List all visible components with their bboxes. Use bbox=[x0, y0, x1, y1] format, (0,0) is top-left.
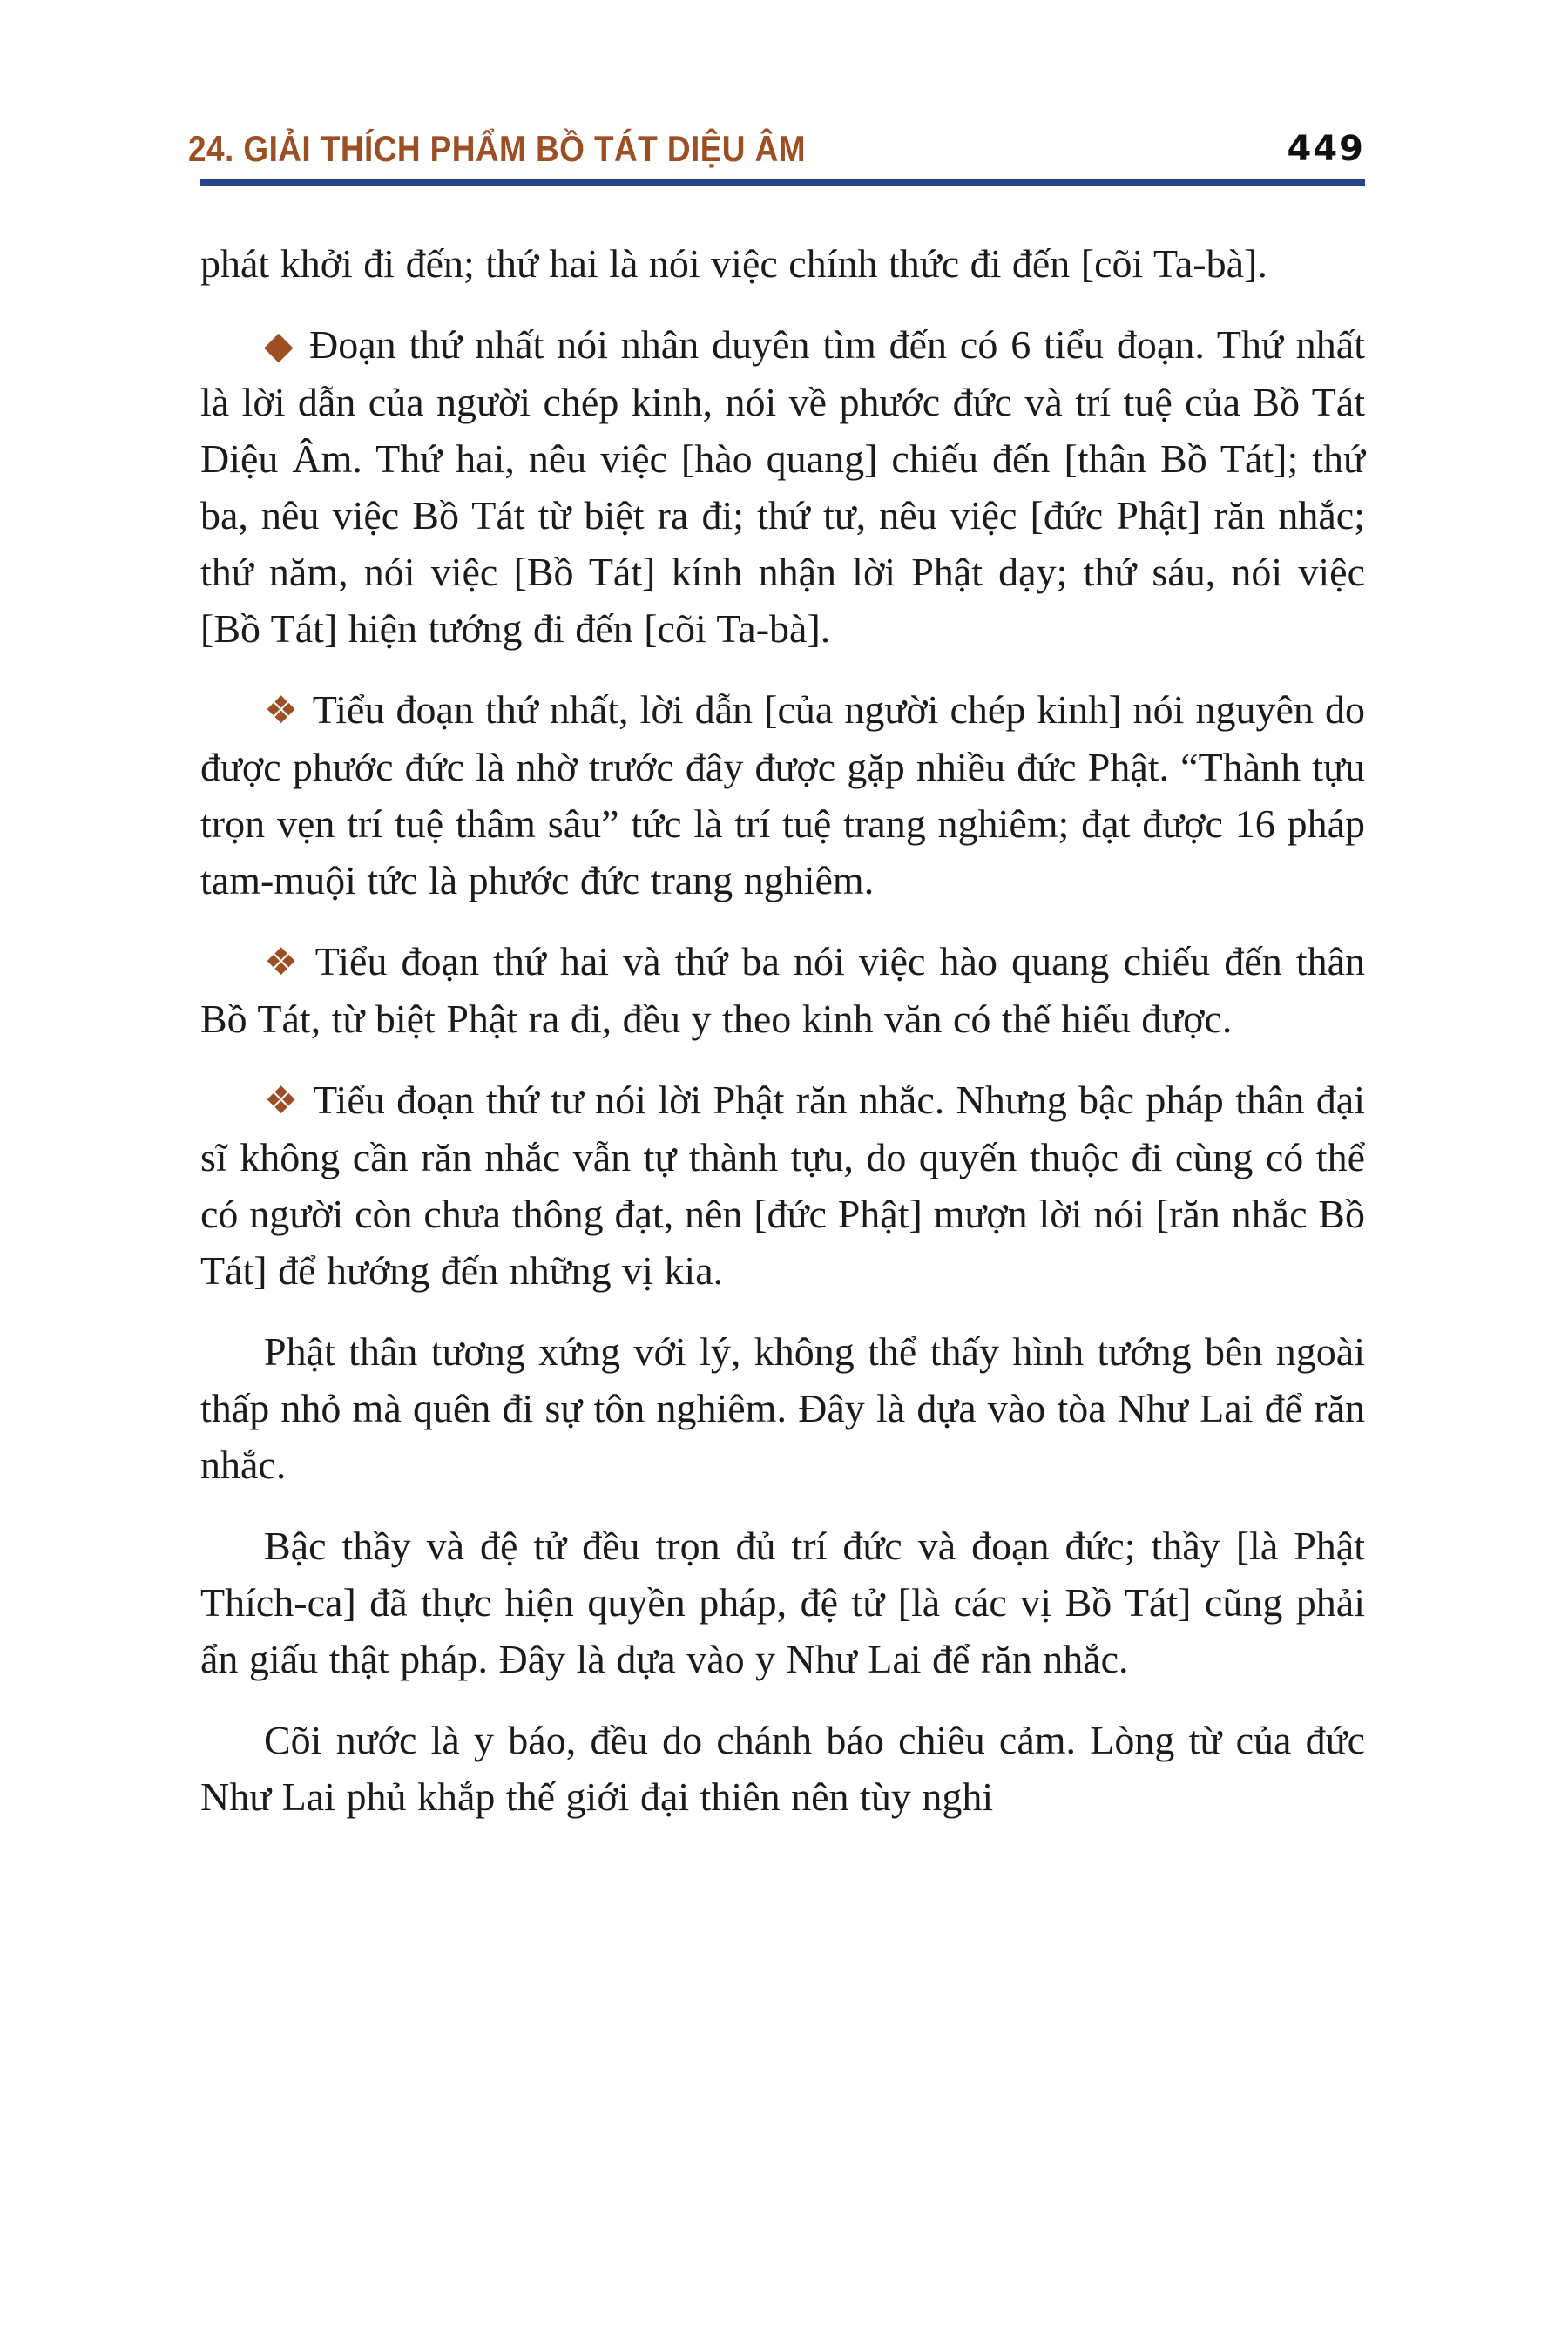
page-number: 449 bbox=[1287, 129, 1365, 169]
paragraph bbox=[200, 235, 1365, 292]
paragraph-text: Cõi nước là y báo, đều do chánh báo chiêu cảm. Lòng từ của đức Như Lai phủ khắp thế giới đại thiên nên tùy nghi bbox=[200, 1718, 1365, 1819]
paragraph bbox=[200, 681, 1365, 909]
paragraph bbox=[200, 1712, 1365, 1825]
paragraph-text: phát khởi đi đến; thứ hai là nói việc chính thức đi đến [cõi Ta-bà]. bbox=[200, 241, 1267, 286]
page-header bbox=[188, 128, 1365, 186]
running-head-chapter-title: 24. GIẢI THÍCH PHẨM BỒ TÁT DIỆU ÂM bbox=[188, 128, 807, 169]
diamond-bullet-icon: ◆ bbox=[264, 323, 295, 368]
paragraph bbox=[200, 1071, 1365, 1299]
paragraph-text: Tiểu đoạn thứ hai và thứ ba nói việc hào quang chiếu đến thân Bồ Tát, từ biệt Phật ra đi, đều y theo kinh văn có thể hiểu được. bbox=[200, 939, 1365, 1041]
four-diamond-bullet-icon: ❖ bbox=[264, 1078, 300, 1123]
paragraph-text: Tiểu đoạn thứ tư nói lời Phật răn nhắc. Nhưng bậc pháp thân đại sĩ không cần răn nhắc vẫn tự thành tựu, do quyến thuộc đi cùng có thể có người còn chưa thông đạt, nên [đức Phật] mượn lời nói [răn nhắc Bồ Tát] để hướng đến những vị kia. bbox=[200, 1078, 1365, 1293]
four-diamond-bullet-icon: ❖ bbox=[264, 940, 301, 984]
header-rule bbox=[200, 179, 1365, 186]
paragraph-text: Phật thân tương xứng với lý, không thể thấy hình tướng bên ngoài thấp nhỏ mà quên đi sự tôn nghiêm. Đây là dựa vào tòa Như Lai để răn nhắc. bbox=[200, 1329, 1365, 1487]
paragraph-text: Đoạn thứ nhất nói nhân duyên tìm đến có 6 tiểu đoạn. Thứ nhất là lời dẫn của người chép kinh, nói về phước đức và trí tuệ của Bồ Tát Diệu Âm. Thứ hai, nêu việc [hào quang] chiếu đến [thân Bồ Tát]; thứ ba, nêu việc Bồ Tát từ biệt ra đi; thứ tư, nêu việc [đức Phật] răn nhắc; thứ năm, nói việc [Bồ Tát] kính nhận lời Phật dạy; thứ sáu, nói việc [Bồ Tát] hiện tướng đi đến [cõi Ta-bà]. bbox=[200, 322, 1365, 651]
body-text bbox=[200, 235, 1365, 1825]
paragraph bbox=[200, 316, 1365, 657]
paragraph-text: Tiểu đoạn thứ nhất, lời dẫn [của người chép kinh] nói nguyên do được phước đức là nhờ trước đây được gặp nhiều đức Phật. “Thành tựu trọn vẹn trí tuệ thâm sâu” tức là trí tuệ trang nghiêm; đạt được 16 pháp tam-muội tức là phước đức trang nghiêm. bbox=[200, 687, 1365, 902]
paragraph bbox=[200, 1517, 1365, 1687]
paragraph-text: Bậc thầy và đệ tử đều trọn đủ trí đức và đoạn đức; thầy [là Phật Thích-ca] đã thực hiện quyền pháp, đệ tử [là các vị Bồ Tát] cũng phải ẩn giấu thật pháp. Đây là dựa vào y Như Lai để răn nhắc. bbox=[200, 1524, 1365, 1681]
paragraph bbox=[200, 1323, 1365, 1493]
paragraph bbox=[200, 933, 1365, 1047]
four-diamond-bullet-icon: ❖ bbox=[264, 688, 299, 733]
